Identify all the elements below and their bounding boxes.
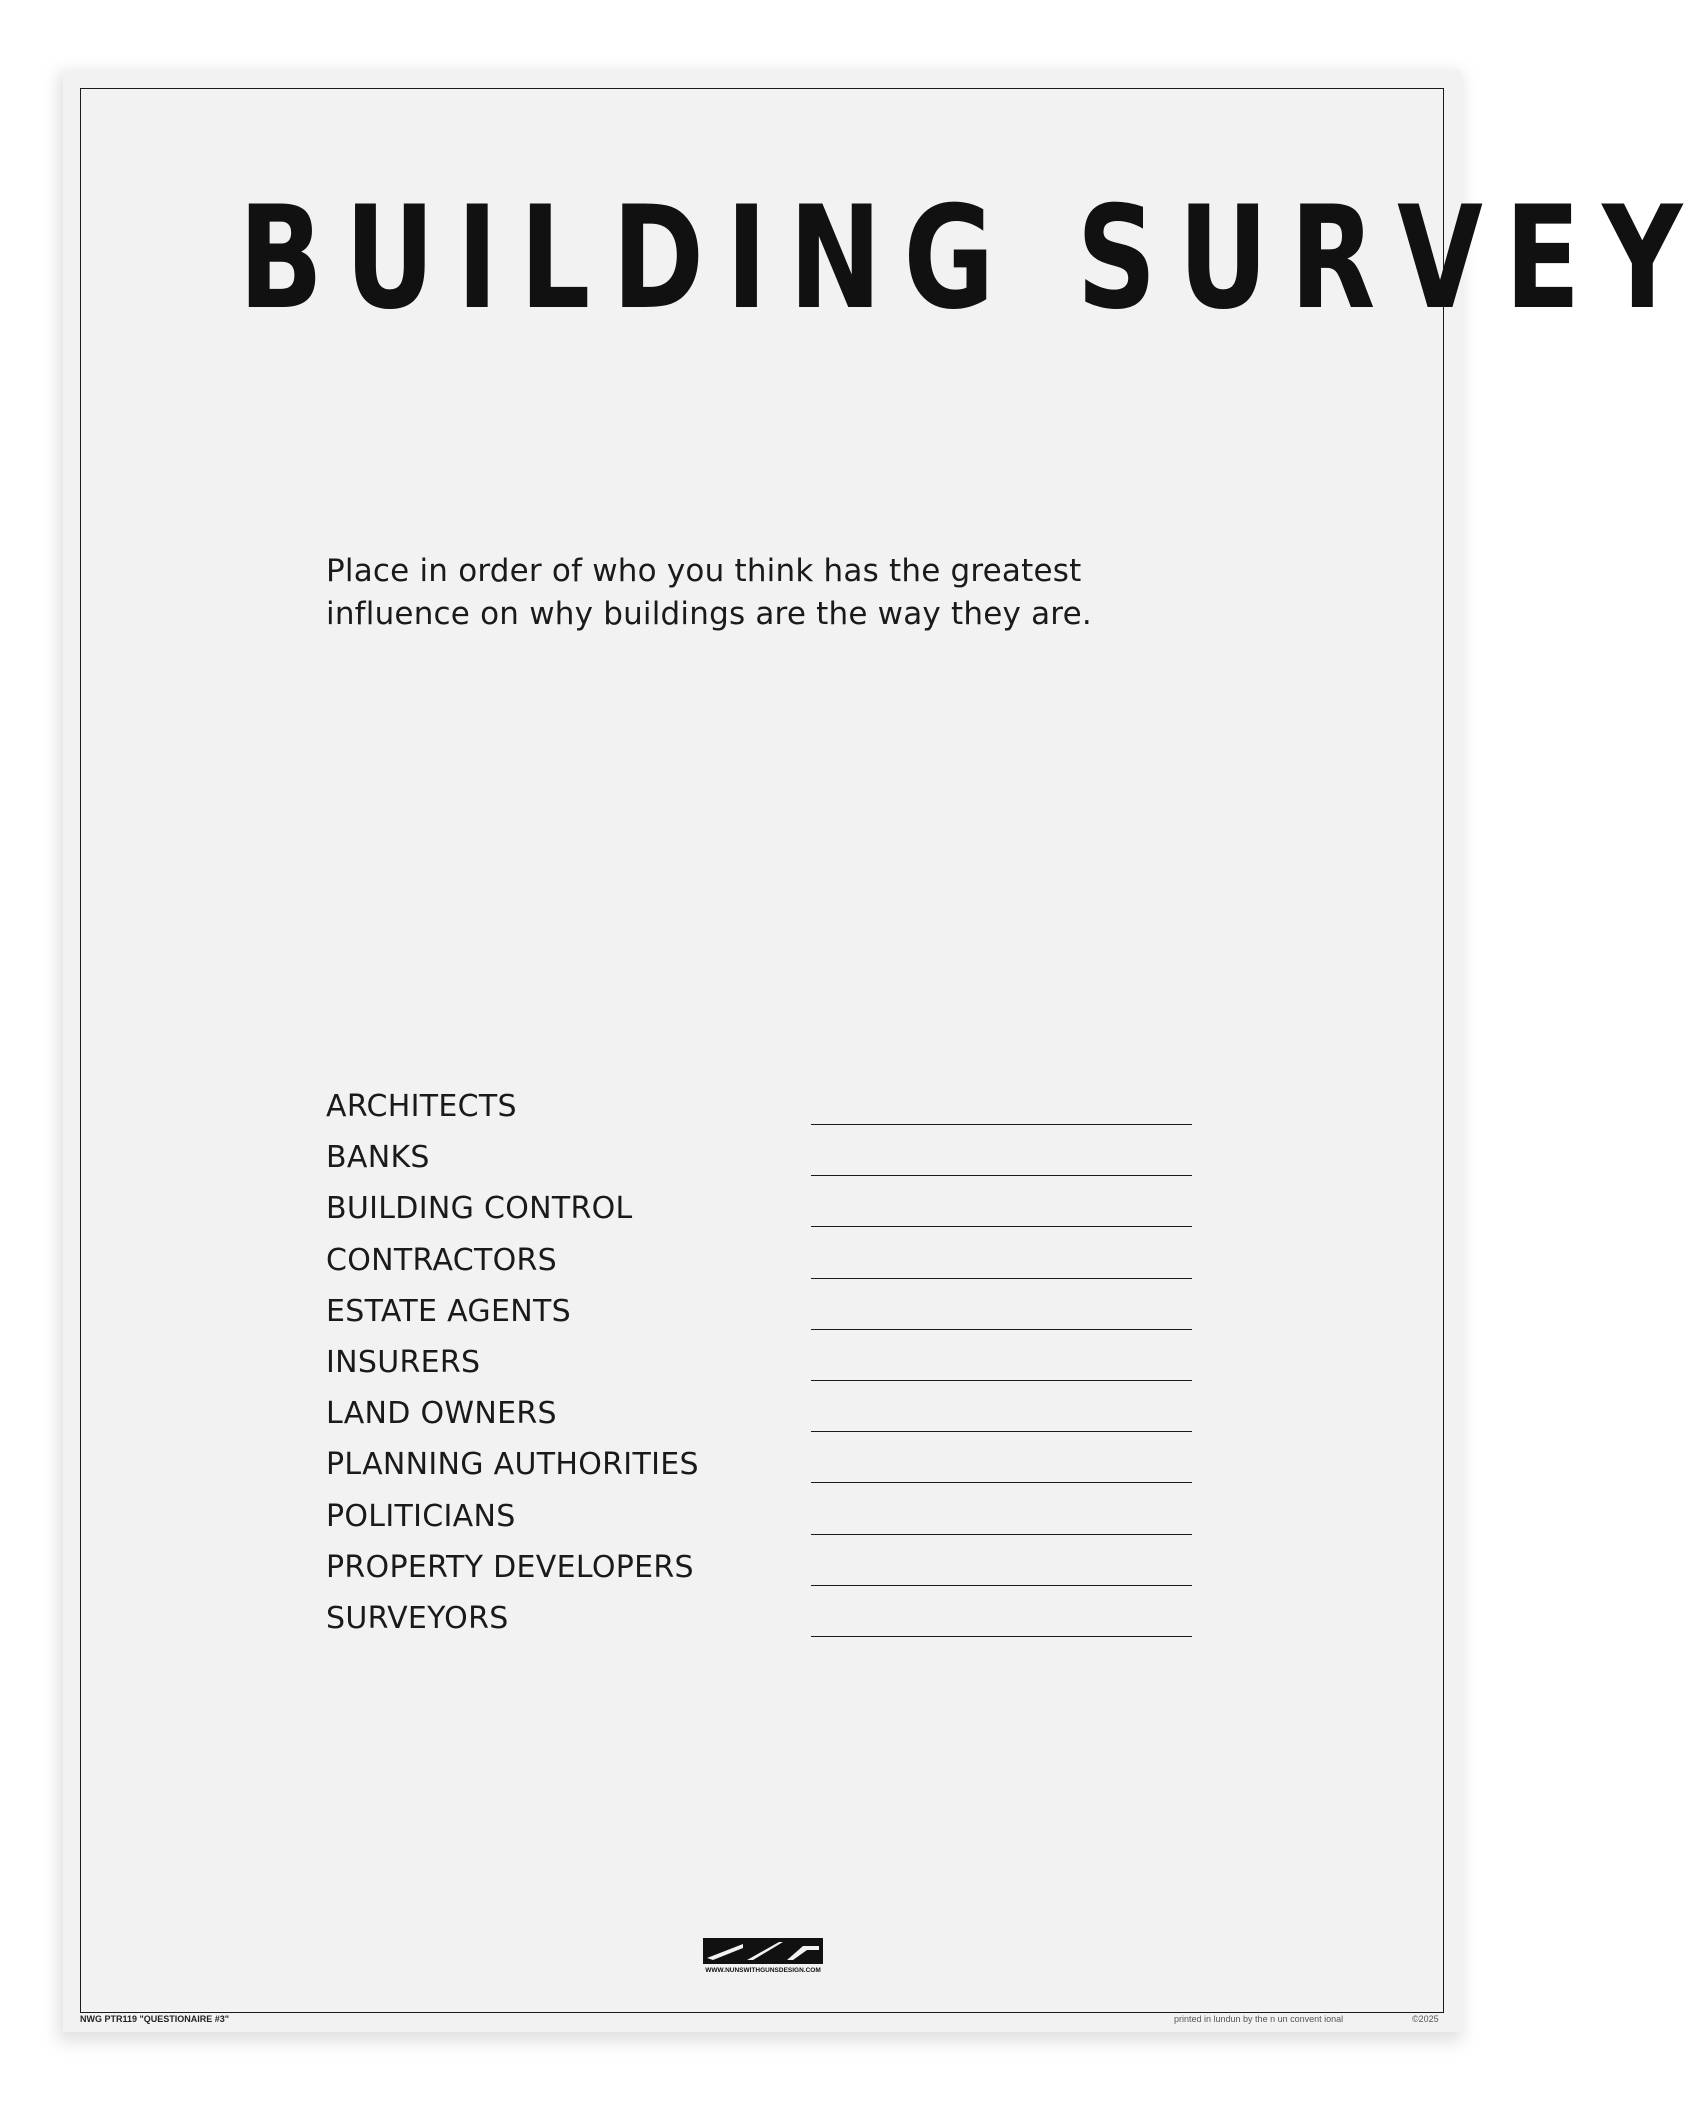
item-label: SURVEYORS xyxy=(326,1600,509,1636)
answer-line[interactable] xyxy=(811,1329,1192,1330)
answer-line[interactable] xyxy=(811,1585,1192,1586)
list-item xyxy=(326,1240,1198,1291)
list-item xyxy=(326,1342,1198,1393)
list-item xyxy=(326,1137,1198,1188)
footer-copyright: ©2025 xyxy=(1412,2014,1439,2024)
item-label: CONTRACTORS xyxy=(326,1242,558,1278)
list-item xyxy=(326,1393,1198,1444)
answer-line[interactable] xyxy=(811,1278,1192,1279)
answer-line[interactable] xyxy=(811,1636,1192,1637)
answer-line[interactable] xyxy=(811,1226,1192,1227)
item-label: INSURERS xyxy=(326,1344,481,1380)
item-label: POLITICIANS xyxy=(326,1498,516,1534)
list-item xyxy=(326,1291,1198,1342)
list-item xyxy=(326,1547,1198,1598)
poster-sheet xyxy=(63,70,1704,2032)
answer-line[interactable] xyxy=(811,1175,1192,1176)
footer-printed: printed in lundun by the n un convent ional xyxy=(1174,2014,1344,2024)
item-label: BUILDING CONTROL xyxy=(326,1191,633,1227)
item-label: PLANNING AUTHORITIES xyxy=(326,1447,699,1483)
list-item xyxy=(326,1598,1198,1649)
item-label: ESTATE AGENTS xyxy=(326,1293,571,1329)
logo-url: WWW.NUNSWITHGUNSDESIGN.COM xyxy=(705,1967,821,1974)
brand-logo xyxy=(703,1938,823,1976)
list-item xyxy=(326,1444,1198,1495)
item-label: LAND OWNERS xyxy=(326,1396,557,1432)
answer-line[interactable] xyxy=(811,1124,1192,1125)
ranking-list xyxy=(326,1086,1198,1649)
answer-line[interactable] xyxy=(811,1534,1192,1535)
answer-line[interactable] xyxy=(811,1380,1192,1381)
list-item xyxy=(326,1086,1198,1137)
footer-code: NWG PTR119 "QUESTIONAIRE #3" xyxy=(80,2014,230,2024)
answer-line[interactable] xyxy=(811,1431,1192,1432)
logo-mark-icon xyxy=(703,1938,823,1964)
list-item xyxy=(326,1188,1198,1239)
answer-line[interactable] xyxy=(811,1482,1192,1483)
list-item xyxy=(326,1496,1198,1547)
instructions-text: Place in order of who you think has the greatest influence on why buildings are the way they are. xyxy=(326,553,1092,632)
item-label: ARCHITECTS xyxy=(326,1089,517,1124)
item-label: PROPERTY DEVELOPERS xyxy=(326,1549,694,1585)
poster-frame xyxy=(80,88,1704,2013)
item-label: BANKS xyxy=(326,1140,430,1176)
poster-title: BUILDING SURVEY xyxy=(238,176,1704,341)
